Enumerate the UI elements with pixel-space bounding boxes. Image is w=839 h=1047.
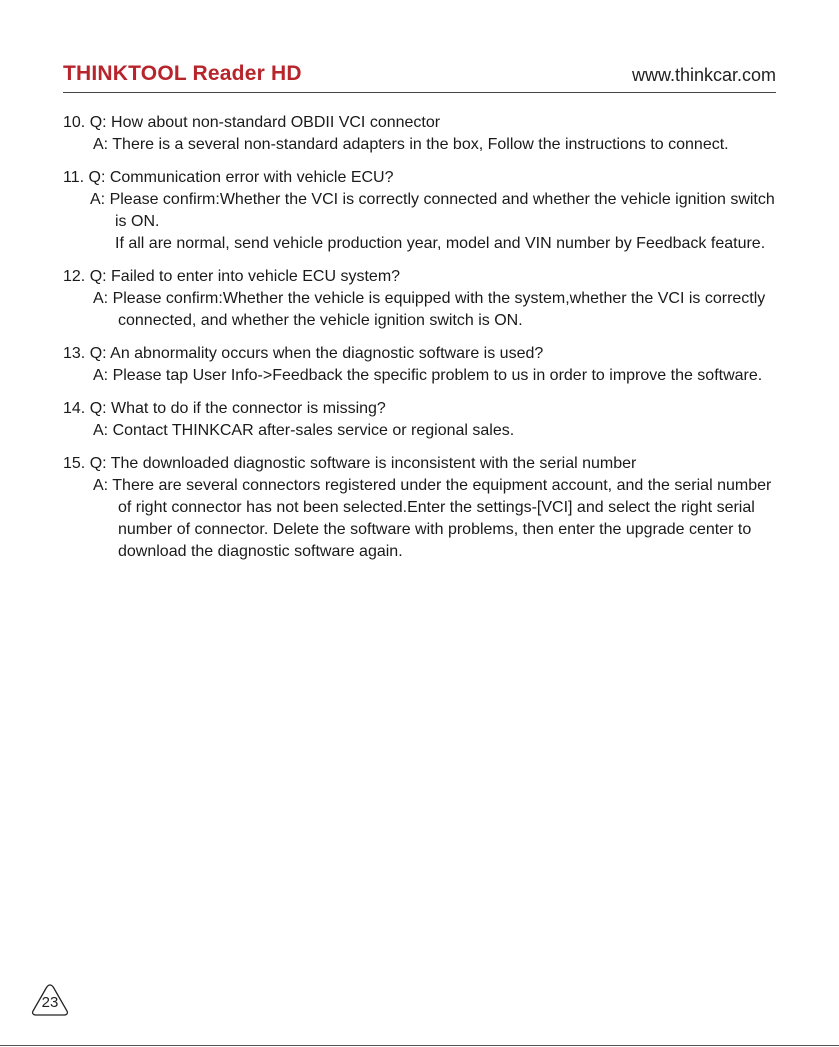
faq-answer: [93, 365, 778, 387]
page-number: 23: [41, 994, 59, 1011]
faq-answer-text: A: Please tap User Info->Feedback the specific problem to us in order to improve the software.: [93, 367, 763, 384]
faq-answer-text: If all are normal, send vehicle production year, model and VIN number by Feedback feature.: [115, 235, 766, 252]
bottom-divider: [0, 1045, 839, 1046]
faq-list: [63, 112, 778, 574]
website-url: www.thinkcar.com: [631, 65, 776, 85]
faq-item-14: [63, 398, 778, 442]
page-header: [63, 62, 776, 93]
faq-answer-text: A: Contact THINKCAR after-sales service or regional sales.: [93, 422, 515, 439]
faq-answer-text: A: Please confirm:Whether the VCI is correctly connected and whether the vehicle ignition switch is ON.: [90, 191, 775, 230]
faq-question: 15. Q: The downloaded diagnostic software is inconsistent with the serial number: [63, 455, 637, 472]
faq-answer: [93, 134, 778, 156]
faq-answer-text: A: Please confirm:Whether the vehicle is equipped with the system,whether the VCI is correctly connected, and whether the vehicle ignition switch is ON.: [93, 290, 766, 329]
faq-item-12: [63, 266, 778, 332]
faq-item-10: [63, 112, 778, 156]
faq-question: 12. Q: Failed to enter into vehicle ECU system?: [63, 268, 401, 285]
faq-answer: [93, 475, 778, 563]
faq-answer-text: A: There is a several non-standard adapters in the box, Follow the instructions to connect.: [93, 136, 729, 153]
faq-question: 13. Q: An abnormality occurs when the diagnostic software is used?: [63, 345, 544, 362]
faq-item-11: [63, 167, 778, 255]
faq-item-13: [63, 343, 778, 387]
faq-item-15: [63, 453, 778, 563]
faq-question: 10. Q: How about non-standard OBDII VCI connector: [63, 114, 441, 131]
faq-question: 14. Q: What to do if the connector is missing?: [63, 400, 386, 417]
faq-answer: [90, 189, 778, 255]
brand-title: THINKTOOL Reader HD: [63, 62, 302, 85]
page-number-badge: [30, 983, 70, 1019]
faq-answer: [93, 420, 778, 442]
faq-question: 11. Q: Communication error with vehicle ECU?: [63, 169, 394, 186]
faq-answer: [93, 288, 778, 332]
faq-answer-text: A: There are several connectors registered under the equipment account, and the serial number of right connector has not been selected.Enter the settings-[VCI] and select the right serial number of connector. Delete the software with problems, then enter the upgrade center to download the diagnostic software again.: [93, 477, 772, 560]
